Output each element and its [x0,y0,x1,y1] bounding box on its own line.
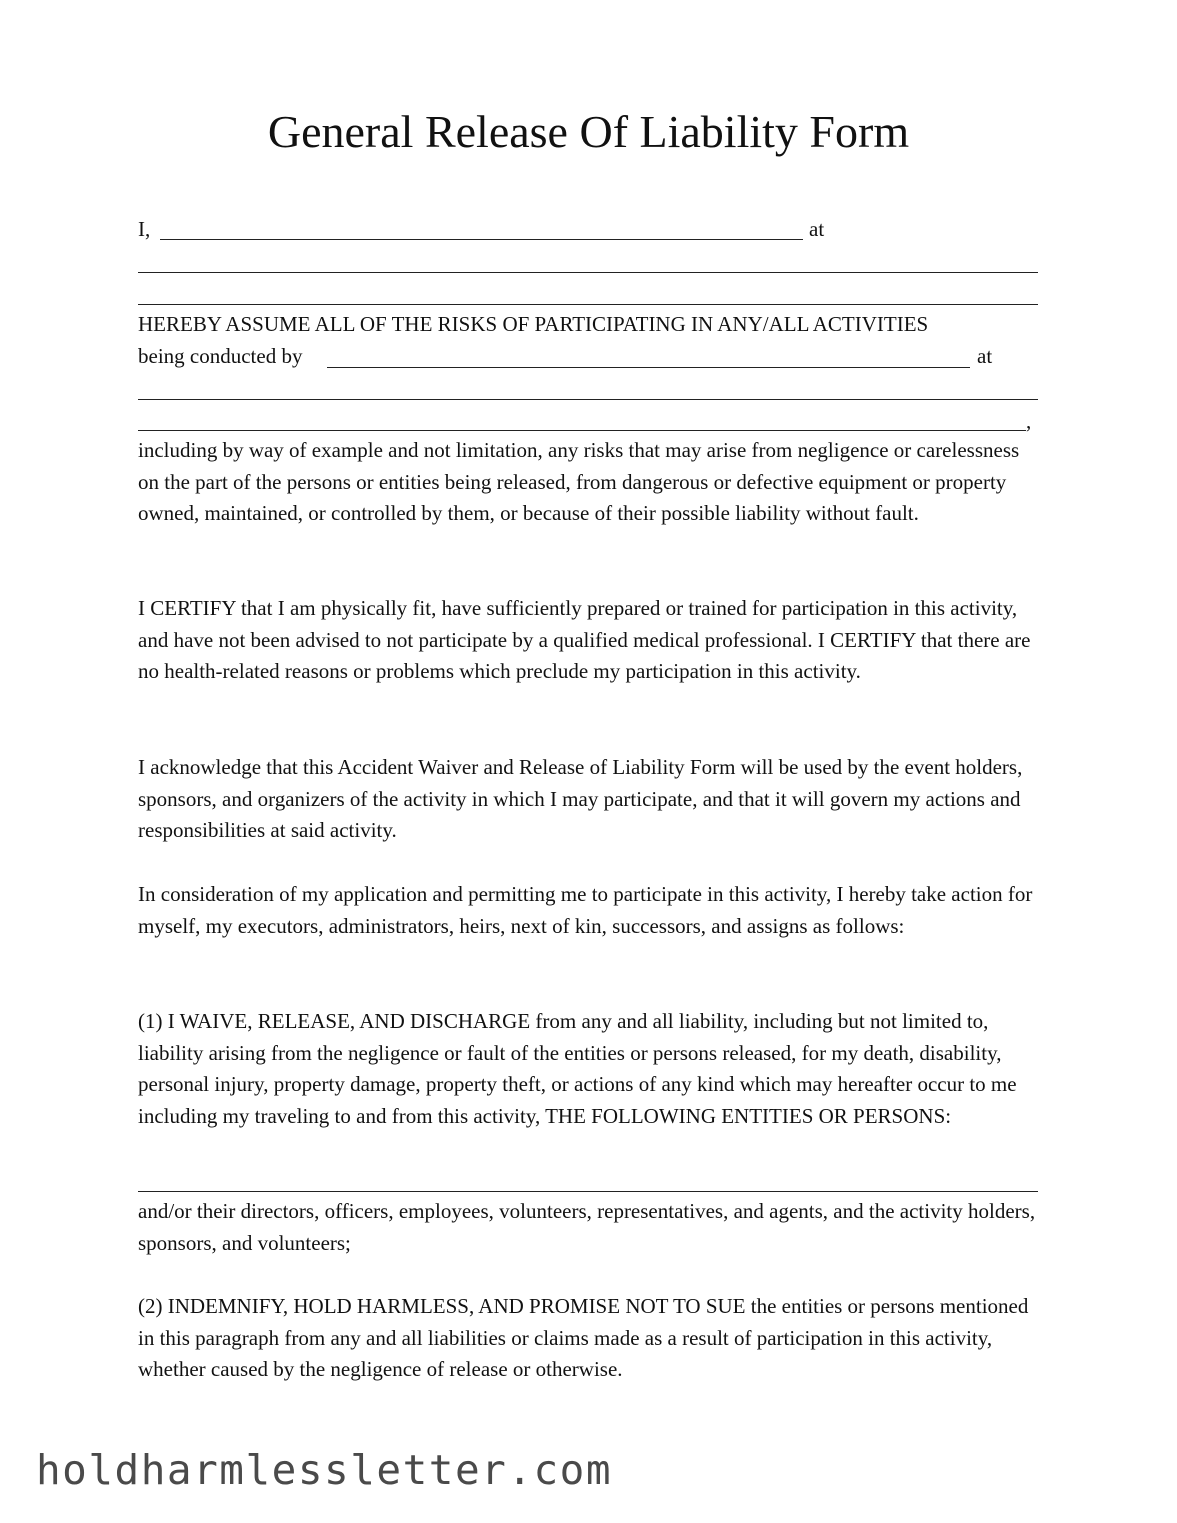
activity-location-blank-2[interactable] [138,430,1026,431]
released-entities-blank[interactable] [138,1191,1038,1192]
conducted-by-prefix: being conducted by [138,344,303,368]
site-watermark: holdharmlessletter.com [36,1446,613,1494]
certify-paragraph: I CERTIFY that I am physically fit, have sufficiently prepared or trained for participation in this activity, and have not been advised to not participate by a qualified medical professional. I CERTIFY that there are no health-related reasons or problems which preclude my participation in this activity. [138,596,1031,684]
acknowledge-paragraph: I acknowledge that this Accident Waiver and Release of Liability Form will be used by the event holders, sponsors, and organizers of the activity in which I may participate, and that it will govern my actions and responsibilities at said activity. [138,755,1023,843]
participant-address-blank-1[interactable] [138,272,1038,273]
location-comma: , [1026,409,1032,433]
consideration-paragraph: In consideration of my application and permitting me to participate in this activity, I hereby take action for myself, my executors, administrators, heirs, next of kin, successors, and assigns as follows: [138,882,1033,938]
participant-name-blank[interactable] [160,239,803,240]
conducted-by-suffix-at: at [977,344,993,368]
name-prefix: I, [138,217,151,241]
organizer-name-blank[interactable] [327,367,970,368]
risks-paragraph: including by way of example and not limitation, any risks that may arise from negligence or carelessness on the part of the persons or entities being released, from dangerous or defective equipment or property owned, maintained, or controlled by them, or because of their possible liability without fault. [138,438,1020,526]
waive-release-paragraph: (1) I WAIVE, RELEASE, AND DISCHARGE from any and all liability, including but not limited to, liability arising from the negligence or fault of the entities or persons released, for my death, disability, personal injury, property damage, property theft, or actions of any kind which may hereafter occur to me including my traveling to and from this activity, THE FOLLOWING ENTITIES OR PERSONS: [138,1009,1017,1128]
directors-paragraph: and/or their directors, officers, employees, volunteers, representatives, and agents, and the activity holders, sponsors, and volunteers; [138,1199,1036,1255]
activity-location-blank-1[interactable] [138,399,1038,400]
assume-risks-heading: HEREBY ASSUME ALL OF THE RISKS OF PARTICIPATING IN ANY/ALL ACTIVITIES [138,312,929,336]
name-suffix-at: at [809,217,825,241]
document-title: General Release Of Liability Form [267,106,910,157]
participant-address-blank-2[interactable] [138,304,1038,305]
indemnify-paragraph: (2) INDEMNIFY, HOLD HARMLESS, AND PROMISE NOT TO SUE the entities or persons mentioned in this paragraph from any and all liabilities or claims made as a result of participation in this activity, whether caused by the negligence of release or otherwise. [138,1294,1029,1382]
